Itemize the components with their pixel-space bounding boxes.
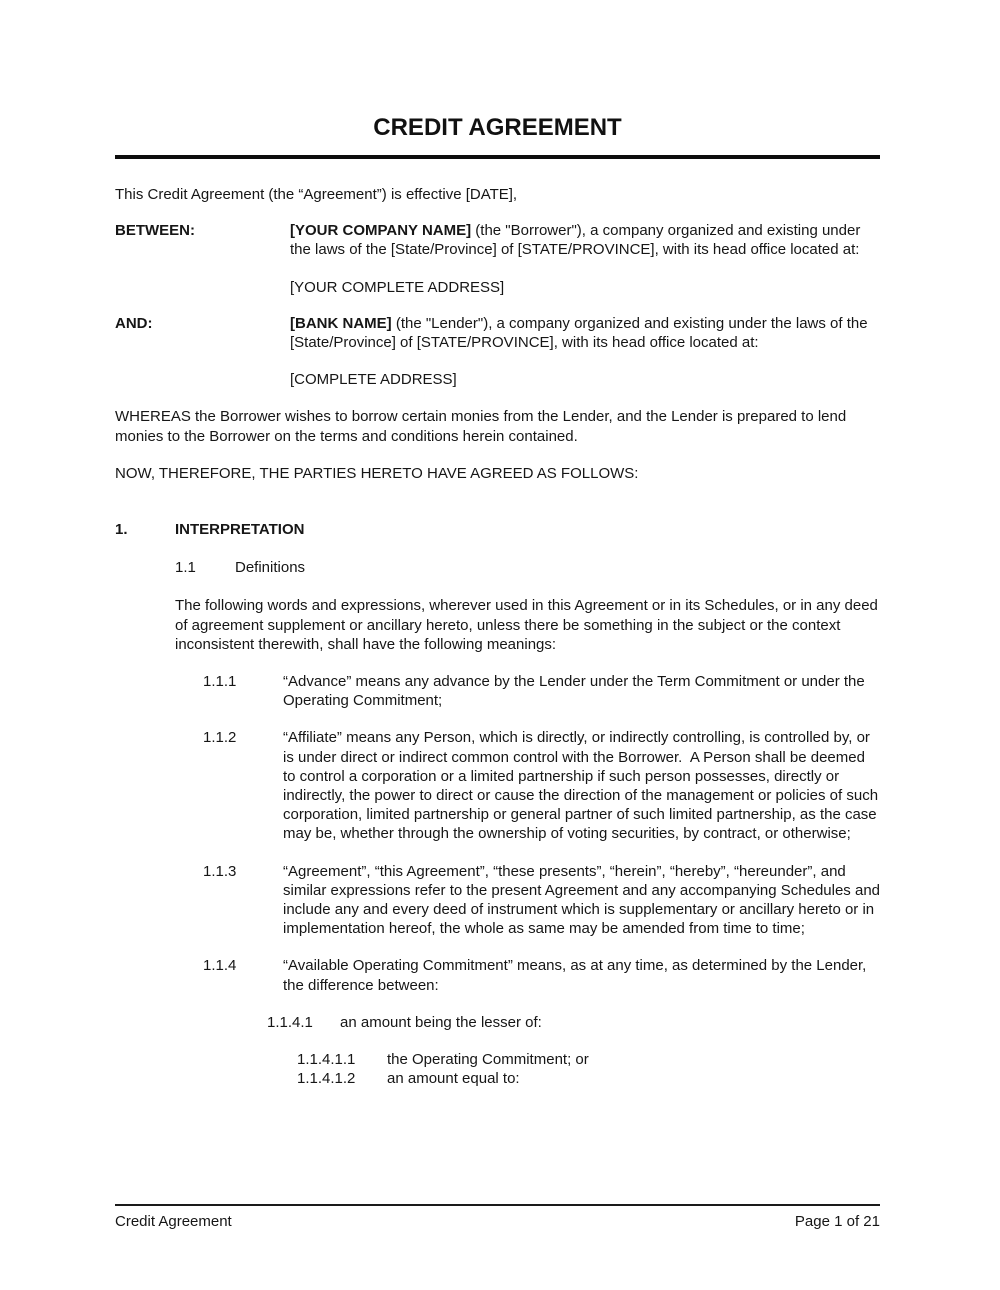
definition-number: 1.1.4.1.2: [297, 1070, 356, 1088]
subsection-heading: [175, 558, 880, 577]
whereas-recital: WHEREAS the Borrower wishes to borrow certain monies from the Lender, and the Lender is prepared to lend monies to the Borrower on the terms and conditions herein contained.: [115, 408, 847, 445]
definition-text: an amount equal to:: [387, 1070, 520, 1088]
definition-number: 1.1.3: [203, 862, 237, 880]
definition-number: 1.1.4: [203, 957, 237, 975]
definition-number: 1.1.1: [203, 673, 237, 691]
definition-item: [115, 1013, 880, 1032]
section-title: INTERPRETATION: [175, 521, 305, 539]
subsection-title: Definitions: [235, 559, 306, 577]
party-name-borrower: [YOUR COMPANY NAME]: [290, 222, 472, 240]
definition-text: “Advance” means any advance by the Lender under the Term Commitment or under the Operating Commitment;: [283, 673, 869, 710]
party-description-rest-lender: (the "Lender"), a company organized and existing under the laws of the [State/Province] of [STATE/PROVINCE], with its head office located at:: [290, 314, 868, 352]
party-block-and: [115, 314, 880, 390]
footer-document-title: Credit Agreement: [115, 1213, 232, 1230]
subsection-number: 1.1: [175, 559, 196, 577]
definition-item: [115, 956, 880, 994]
section-heading: [115, 520, 880, 539]
definition-item: [115, 728, 883, 843]
definition-item: [115, 862, 885, 939]
definition-number: 1.1.4.1.1: [297, 1051, 356, 1069]
party-address-lender: [COMPLETE ADDRESS]: [290, 371, 457, 389]
definition-item: [115, 672, 880, 710]
intro-paragraph: This Credit Agreement (the “Agreement”) is effective [DATE],: [115, 186, 518, 203]
definition-text: an amount being the lesser of:: [340, 1013, 542, 1031]
definition-text: “Affiliate” means any Person, which is directly, or indirectly controlling, is controlled by, or is under direct or indirect common control with the Borrower. A Person shall be deemed to control a corporation or a limited partnership if such person possesses, directly or indirectly, the power to direct or cause the direction of the management or policies of such corporation, limited partnership or general partner of such limited partnership, as the case may be, whether through the ownership of voting securities, by contract, or otherwise;: [283, 729, 883, 843]
party-address-borrower: [YOUR COMPLETE ADDRESS]: [290, 278, 505, 296]
party-description-rest-borrower: (the "Borrower"), a company organized and existing under the laws of the [State/Province] of [STATE/PROVINCE], with its head office located at:: [290, 222, 861, 259]
footer-page-number: Page 1 of 21: [794, 1213, 880, 1230]
definition-text: the Operating Commitment; or: [387, 1051, 589, 1069]
party-label-between: BETWEEN:: [115, 222, 195, 240]
definition-number: 1.1.2: [203, 729, 237, 747]
party-name-lender: [BANK NAME]: [290, 314, 392, 332]
page-title: CREDIT AGREEMENT: [373, 114, 622, 141]
party-label-and: AND:: [115, 314, 153, 332]
page-footer: [115, 1212, 880, 1231]
party-description-between: [290, 221, 880, 259]
party-body-between: [290, 221, 880, 297]
definition-text: “Agreement”, “this Agreement”, “these presents”, “herein”, “hereby”, “hereunder”, and similar expressions refer to the present Agreement and any accompanying Schedules and include any and every deed of instrument which is supplementary or ancillary hereto or in implementation hereof, the whole as same may be amended from time to time;: [283, 862, 885, 938]
now-therefore-recital: NOW, THEREFORE, THE PARTIES HERETO HAVE AGREED AS FOLLOWS:: [115, 464, 639, 482]
footer-rule: [115, 1204, 880, 1206]
party-block-between: [115, 221, 880, 297]
definitions-list: [115, 672, 885, 1088]
definition-item: [115, 1069, 880, 1088]
definition-number: 1.1.4.1: [267, 1013, 313, 1031]
party-body-and: [290, 314, 880, 390]
title-rule: [115, 155, 880, 159]
definitions-lead-paragraph: The following words and expressions, wherever used in this Agreement or in its Schedules, or in any deed of agreement supplement or ancillary hereto, unless there be something in the subject or the context inconsistent therewith, shall have the following meanings:: [175, 597, 878, 653]
definition-item: [115, 1050, 880, 1069]
definition-text: “Available Operating Commitment” means, as at any time, as determined by the Lender, the difference between:: [283, 957, 871, 994]
party-description-and: [290, 314, 880, 352]
section-number: 1.: [115, 521, 128, 539]
